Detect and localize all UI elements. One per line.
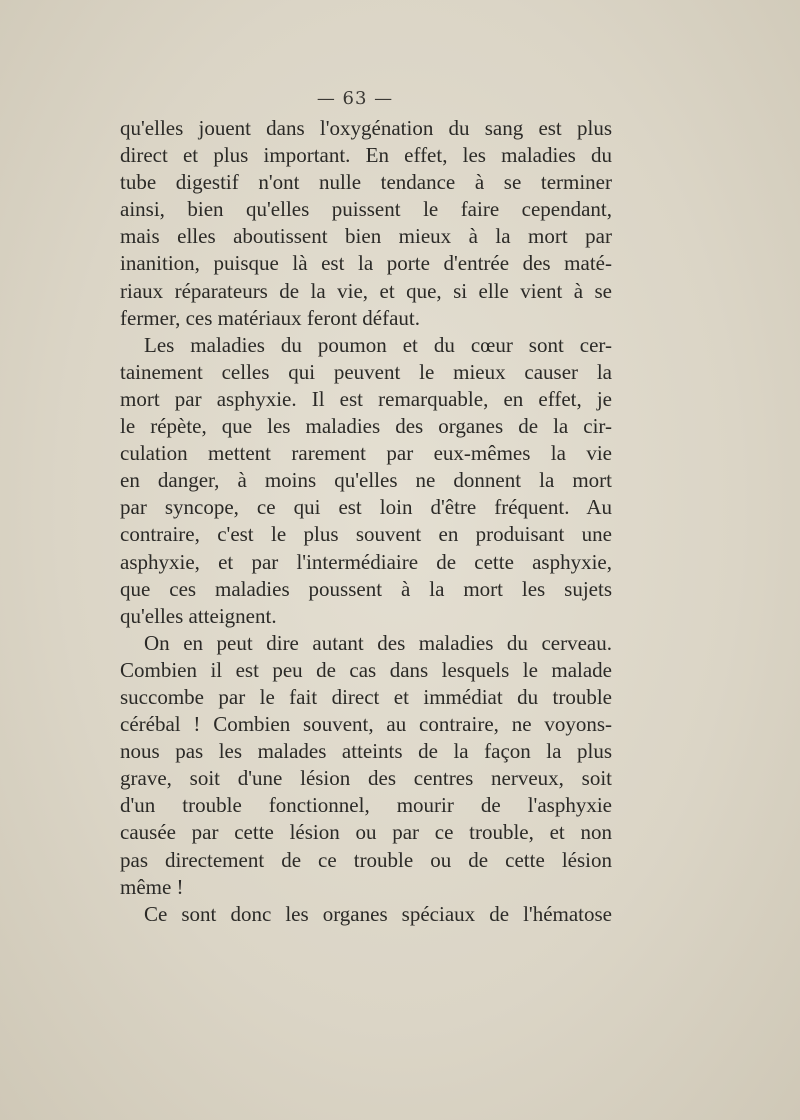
text-line: Les maladies du poumon et du cœur sont cer- <box>144 332 612 357</box>
text-line: Combien il est peu de cas dans lesquels le malade <box>120 657 612 682</box>
text-line: Ce sont donc les organes spéciaux de l'hématose <box>144 901 612 926</box>
text-line: contraire, c'est le plus souvent en produisant une <box>120 522 612 547</box>
text-line: grave, soit d'une lésion des centres nerveux, soit <box>120 766 612 791</box>
text-line: par syncope, ce qui est loin d'être fréquent. Au <box>120 495 612 520</box>
text-line: tube digestif n'ont nulle tendance à se terminer <box>120 170 612 195</box>
text-line: que ces maladies poussent à la mort les sujets <box>120 576 612 601</box>
text-line: d'un trouble fonctionnel, mourir de l'asphyxie <box>120 793 612 818</box>
text-line: qu'elles jouent dans l'oxygénation du sang est plus <box>120 116 612 140</box>
text-line: mais elles aboutissent bien mieux à la mort par <box>120 224 612 249</box>
text-line: même ! <box>120 874 184 899</box>
text-line: direct et plus important. En effet, les maladies du <box>120 143 612 168</box>
page-number: — 63 — <box>316 88 394 109</box>
text-line: en danger, à moins qu'elles ne donnent la mort <box>120 468 612 493</box>
text-line: culation mettent rarement par eux-mêmes la vie <box>120 441 612 466</box>
text-line: On en peut dire autant des maladies du cerveau. <box>144 630 612 655</box>
text-line: le répète, que les maladies des organes de la cir- <box>120 414 612 439</box>
text-line: riaux réparateurs de la vie, et que, si elle vient à se <box>120 278 612 303</box>
text-line: inanition, puisque là est la porte d'entrée des maté- <box>120 251 612 276</box>
text-line: tainement celles qui peuvent le mieux causer la <box>120 359 612 384</box>
text-line: cérébal ! Combien souvent, au contraire, ne voyons- <box>120 712 612 737</box>
text-line: pas directement de ce trouble ou de cette lésion <box>120 847 612 872</box>
text-line: ainsi, bien qu'elles puissent le faire cependant, <box>120 197 612 222</box>
text-line: succombe par le fait direct et immédiat du trouble <box>120 684 612 709</box>
text-line: fermer, ces matériaux feront défaut. <box>120 305 420 330</box>
body-text <box>120 115 612 928</box>
text-line: asphyxie, et par l'intermédiaire de cette asphyxie, <box>120 549 612 574</box>
text-line: qu'elles atteignent. <box>120 603 277 628</box>
text-line: mort par asphyxie. Il est remarquable, en effet, je <box>120 386 612 411</box>
text-line: nous pas les malades atteints de la façon la plus <box>120 739 612 764</box>
text-line: causée par cette lésion ou par ce trouble, et non <box>120 820 612 845</box>
